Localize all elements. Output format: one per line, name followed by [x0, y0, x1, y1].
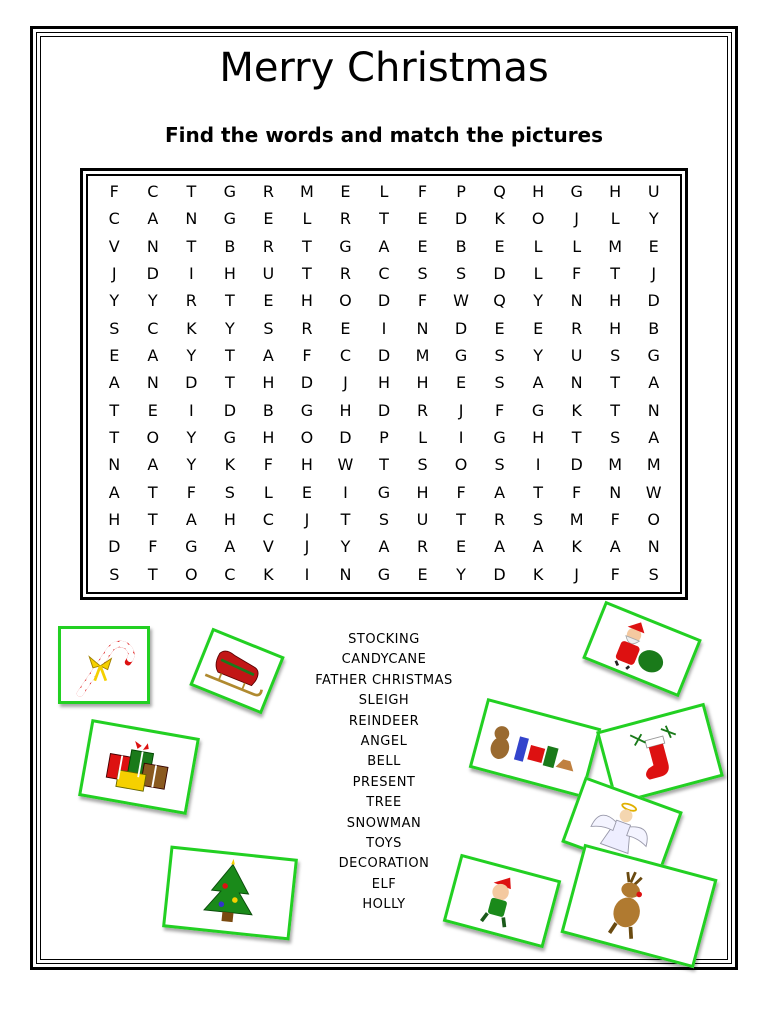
- grid-letter: S: [378, 510, 390, 530]
- grid-letter: R: [301, 318, 313, 338]
- grid-letter: H: [339, 400, 352, 420]
- grid-letter: I: [343, 482, 348, 502]
- grid-letter: R: [262, 182, 274, 202]
- grid-letter: T: [302, 264, 312, 284]
- grid-letter: N: [609, 482, 622, 502]
- grid-letter: M: [300, 182, 314, 202]
- grid-letter: N: [570, 373, 583, 393]
- grid-letter: G: [493, 428, 506, 448]
- grid-letter: U: [262, 264, 275, 284]
- grid-letter: T: [186, 182, 197, 202]
- grid-letter: M: [415, 346, 430, 366]
- word-list-item: BELL: [367, 754, 401, 770]
- grid-letter: Y: [186, 428, 197, 448]
- grid-letter: S: [533, 510, 544, 530]
- grid-letter: H: [223, 264, 236, 284]
- grid-letter: T: [147, 564, 158, 584]
- grid-letter: I: [188, 264, 194, 284]
- grid-letter: A: [378, 537, 390, 557]
- grid-letter: Y: [186, 346, 197, 366]
- grid-letter: N: [570, 291, 583, 311]
- grid-letter: S: [610, 428, 621, 448]
- grid-letter: T: [109, 428, 120, 448]
- grid-letter: G: [300, 400, 314, 420]
- grid-letter: A: [609, 537, 621, 557]
- word-list-item: ELF: [371, 876, 397, 892]
- grid-letter: A: [224, 537, 236, 557]
- grid-letter: S: [648, 564, 659, 584]
- grid-letter: Q: [493, 291, 506, 311]
- grid-letter: T: [610, 400, 621, 420]
- grid-letter: S: [610, 346, 621, 366]
- grid-letter: M: [569, 510, 584, 530]
- grid-letter: F: [186, 482, 196, 502]
- grid-letter: T: [224, 291, 235, 311]
- grid-letter: E: [340, 318, 351, 338]
- grid-letter: G: [223, 209, 237, 229]
- grid-letter: E: [456, 537, 467, 557]
- grid-letter: T: [302, 236, 312, 256]
- word-list-item: CANDYCANE: [341, 652, 427, 668]
- grid-letter: W: [645, 482, 662, 502]
- grid-letter: C: [147, 318, 159, 338]
- grid-letter: L: [302, 209, 312, 229]
- grid-letter: E: [109, 346, 120, 366]
- grid-letter: Y: [109, 291, 120, 311]
- grid-letter: Y: [648, 209, 659, 229]
- grid-letter: U: [416, 510, 429, 530]
- grid-letter: V: [262, 537, 274, 557]
- grid-letter: G: [570, 182, 583, 202]
- grid-letter: D: [223, 400, 237, 420]
- grid-letter: L: [533, 264, 543, 284]
- grid-letter: K: [186, 318, 197, 338]
- grid-letter: E: [147, 400, 158, 420]
- grid-letter: Y: [533, 346, 544, 366]
- grid-letter: J: [304, 510, 310, 530]
- grid-letter: O: [185, 564, 198, 584]
- grid-letter: O: [647, 510, 661, 530]
- grid-letter: P: [379, 428, 389, 448]
- grid-letter: D: [146, 264, 159, 284]
- grid-letter: Y: [533, 291, 544, 311]
- grid-letter: F: [263, 455, 273, 475]
- tree-card: [162, 846, 298, 941]
- grid-letter: L: [379, 182, 389, 202]
- grid-letter: T: [340, 510, 351, 530]
- word-list-item: FATHER CHRISTMAS: [315, 672, 453, 688]
- grid-letter: F: [572, 264, 582, 284]
- grid-letter: A: [147, 346, 159, 366]
- word-search-grid: [95, 178, 673, 588]
- grid-letter: N: [647, 537, 660, 557]
- grid-letter: A: [494, 537, 506, 557]
- grid-letter: G: [223, 182, 237, 202]
- grid-letter: K: [532, 564, 544, 584]
- word-list-item: PRESENT: [352, 774, 416, 790]
- grid-letter: H: [532, 428, 545, 448]
- grid-letter: J: [343, 373, 348, 393]
- grid-letter: H: [609, 291, 622, 311]
- grid-letter: D: [108, 537, 121, 557]
- grid-letter: H: [532, 182, 545, 202]
- grid-letter: E: [417, 209, 428, 229]
- grid-letter: M: [608, 455, 623, 475]
- grid-letter: C: [262, 510, 274, 530]
- grid-letter: S: [417, 455, 428, 475]
- grid-letter: R: [416, 400, 429, 420]
- grid-letter: H: [300, 291, 313, 311]
- grid-letter: A: [648, 373, 660, 393]
- grid-letter: Y: [456, 564, 466, 584]
- grid-letter: T: [147, 482, 158, 502]
- grid-letter: M: [646, 455, 661, 475]
- grid-letter: F: [109, 182, 119, 202]
- grid-letter: Q: [493, 182, 506, 202]
- word-list-item: ANGEL: [360, 734, 408, 750]
- word-list-item: SNOWMAN: [346, 815, 422, 831]
- grid-letter: F: [610, 564, 620, 584]
- grid-letter: E: [494, 236, 505, 256]
- grid-letter: S: [263, 318, 274, 338]
- grid-letter: K: [571, 400, 582, 420]
- grid-letter: A: [108, 482, 120, 502]
- grid-letter: N: [339, 564, 352, 584]
- grid-letter: J: [111, 264, 117, 284]
- grid-letter: D: [493, 264, 506, 284]
- grid-letter: L: [533, 236, 543, 256]
- grid-letter: D: [300, 373, 314, 393]
- candycane-card: [58, 626, 150, 704]
- grid-letter: M: [608, 236, 623, 256]
- grid-letter: D: [339, 428, 352, 448]
- grid-letter: F: [417, 291, 428, 311]
- grid-letter: S: [109, 564, 120, 584]
- grid-letter: K: [494, 209, 505, 229]
- grid-letter: D: [647, 291, 660, 311]
- grid-letter: N: [108, 455, 121, 475]
- candycane-icon: [61, 629, 147, 701]
- grid-letter: C: [108, 209, 120, 229]
- grid-letter: D: [493, 564, 506, 584]
- grid-letter: H: [416, 373, 429, 393]
- grid-letter: J: [574, 564, 580, 584]
- grid-letter: T: [109, 400, 120, 420]
- grid-letter: E: [263, 209, 274, 229]
- grid-letter: H: [223, 510, 236, 530]
- word-list-item: STOCKING: [348, 632, 420, 647]
- grid-letter: E: [417, 564, 428, 584]
- grid-letter: H: [377, 373, 390, 393]
- grid-letter: S: [224, 482, 235, 502]
- grid-letter: N: [416, 318, 429, 338]
- grid-letter: F: [494, 400, 505, 420]
- grid-letter: N: [185, 209, 198, 229]
- grid-letter: F: [148, 537, 158, 557]
- grid-letter: D: [377, 291, 391, 311]
- grid-letter: Y: [224, 318, 235, 338]
- grid-letter: G: [647, 346, 660, 366]
- grid-letter: I: [188, 400, 194, 420]
- grid-letter: W: [453, 291, 469, 311]
- grid-letter: U: [647, 182, 660, 202]
- grid-letter: P: [456, 182, 466, 202]
- grid-letter: N: [146, 373, 159, 393]
- grid-letter: J: [304, 537, 310, 557]
- grid-letter: I: [458, 428, 464, 448]
- grid-letter: S: [494, 346, 505, 366]
- grid-letter: E: [263, 291, 274, 311]
- grid-letter: A: [185, 510, 197, 530]
- grid-letter: D: [185, 373, 198, 393]
- word-list-item: TOYS: [366, 836, 402, 852]
- word-list-item: HOLLY: [362, 897, 406, 913]
- word-list: [284, 630, 484, 916]
- grid-letter: R: [262, 236, 274, 256]
- grid-letter: B: [224, 236, 236, 256]
- grid-letter: F: [302, 346, 312, 366]
- grid-letter: R: [571, 318, 583, 338]
- grid-letter: D: [377, 400, 391, 420]
- grid-letter: T: [379, 209, 389, 229]
- grid-letter: B: [648, 318, 660, 338]
- grid-letter: A: [494, 482, 506, 502]
- grid-letter: S: [455, 264, 467, 284]
- grid-letter: O: [531, 209, 545, 229]
- grid-letter: B: [262, 400, 274, 420]
- grid-letter: I: [304, 564, 310, 584]
- word-list-item: TREE: [366, 795, 402, 811]
- grid-letter: Y: [186, 455, 197, 475]
- page-title: Merry Christmas: [219, 45, 549, 91]
- grid-letter: I: [535, 455, 541, 475]
- grid-letter: A: [532, 537, 544, 557]
- grid-letter: H: [609, 318, 622, 338]
- grid-letter: A: [648, 428, 660, 448]
- grid-letter: F: [572, 482, 582, 502]
- grid-letter: O: [146, 428, 160, 448]
- word-list-item: SLEIGH: [358, 693, 410, 709]
- grid-letter: L: [263, 482, 273, 502]
- grid-letter: E: [456, 373, 467, 393]
- grid-letter: J: [458, 400, 464, 420]
- grid-letter: A: [147, 455, 159, 475]
- grid-letter: A: [262, 346, 274, 366]
- grid-letter: H: [416, 482, 429, 502]
- grid-letter: E: [417, 236, 428, 256]
- grid-letter: O: [454, 455, 468, 475]
- presents-icon: [82, 723, 197, 812]
- grid-letter: G: [185, 537, 198, 557]
- grid-letter: C: [378, 264, 390, 284]
- grid-letter: D: [570, 455, 583, 475]
- grid-letter: R: [339, 209, 352, 229]
- word-list-item: REINDEER: [348, 713, 420, 729]
- grid-letter: L: [418, 428, 427, 448]
- grid-letter: L: [572, 236, 582, 256]
- page-subtitle: Find the words and match the pictures: [164, 123, 604, 147]
- grid-letter: A: [532, 373, 544, 393]
- grid-letter: C: [224, 564, 236, 584]
- grid-letter: C: [147, 182, 159, 202]
- grid-letter: H: [300, 455, 313, 475]
- grid-letter: T: [571, 428, 582, 448]
- grid-letter: E: [494, 318, 505, 338]
- grid-letter: K: [263, 564, 274, 584]
- grid-letter: N: [146, 236, 159, 256]
- grid-letter: G: [531, 400, 545, 420]
- grid-letter: G: [377, 564, 391, 584]
- grid-letter: S: [109, 318, 120, 338]
- grid-letter: G: [339, 236, 352, 256]
- grid-letter: N: [647, 400, 660, 420]
- grid-letter: E: [301, 482, 312, 502]
- tree-icon: [165, 849, 294, 937]
- grid-letter: T: [224, 373, 235, 393]
- grid-letter: T: [147, 510, 158, 530]
- grid-letter: G: [223, 428, 237, 448]
- grid-letter: A: [147, 209, 159, 229]
- grid-letter: V: [108, 236, 120, 256]
- grid-letter: T: [224, 346, 235, 366]
- grid-letter: H: [262, 373, 275, 393]
- grid-letter: J: [574, 209, 580, 229]
- grid-letter: B: [455, 236, 467, 256]
- grid-letter: Y: [340, 537, 351, 557]
- grid-letter: W: [337, 455, 354, 475]
- grid-letter: T: [610, 373, 621, 393]
- grid-letter: D: [454, 209, 468, 229]
- grid-letter: E: [533, 318, 544, 338]
- grid-letter: R: [494, 510, 506, 530]
- grid-letter: H: [262, 428, 275, 448]
- grid-letter: O: [339, 291, 352, 311]
- grid-letter: J: [651, 264, 657, 284]
- grid-letter: F: [610, 510, 620, 530]
- grid-letter: R: [185, 291, 197, 311]
- grid-letter: L: [610, 209, 620, 229]
- grid-letter: A: [378, 236, 390, 256]
- grid-letter: R: [416, 537, 429, 557]
- grid-letter: S: [494, 455, 505, 475]
- grid-letter: A: [108, 373, 120, 393]
- grid-letter: T: [533, 482, 544, 502]
- grid-letter: K: [224, 455, 236, 475]
- grid-letter: R: [339, 264, 352, 284]
- grid-letter: I: [381, 318, 387, 338]
- grid-letter: Y: [147, 291, 158, 311]
- grid-letter: O: [300, 428, 314, 448]
- grid-letter: G: [377, 482, 391, 502]
- grid-letter: D: [377, 346, 391, 366]
- grid-letter: F: [456, 482, 466, 502]
- grid-letter: C: [339, 346, 352, 366]
- grid-letter: S: [494, 373, 505, 393]
- word-list-item: DECORATION: [338, 856, 430, 872]
- grid-letter: H: [108, 510, 121, 530]
- grid-letter: T: [456, 510, 466, 530]
- grid-letter: E: [648, 236, 659, 256]
- grid-letter: T: [186, 236, 197, 256]
- grid-letter: T: [379, 455, 389, 475]
- grid-letter: G: [454, 346, 468, 366]
- grid-letter: E: [340, 182, 351, 202]
- grid-letter: H: [609, 182, 622, 202]
- grid-letter: D: [454, 318, 468, 338]
- grid-letter: K: [571, 537, 582, 557]
- grid-letter: S: [417, 264, 428, 284]
- grid-letter: F: [417, 182, 428, 202]
- grid-letter: T: [610, 264, 621, 284]
- grid-letter: U: [570, 346, 583, 366]
